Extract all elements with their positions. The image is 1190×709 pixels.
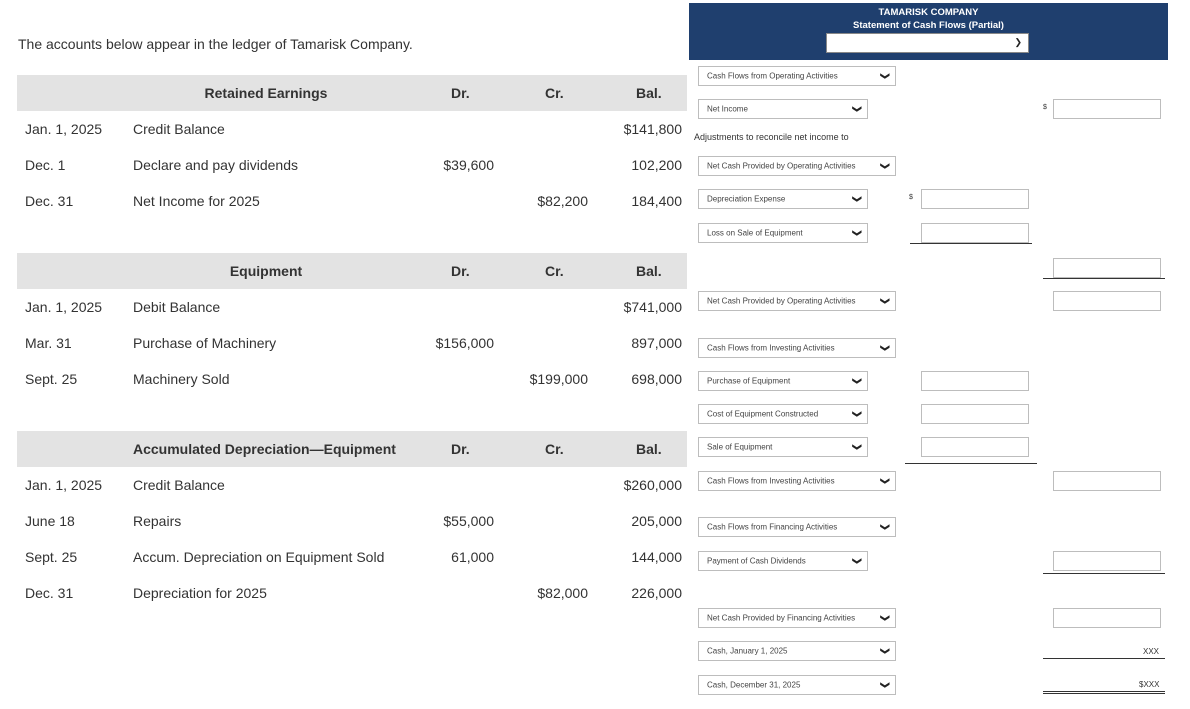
row-bal: $260,000 (623, 477, 682, 493)
chevron-down-icon: ❯ (880, 72, 891, 80)
retained-earnings-ledger (17, 75, 687, 219)
row-date: Jan. 1, 2025 (25, 121, 103, 137)
ncpf-select[interactable] (698, 608, 896, 628)
row-desc: Repairs (133, 513, 182, 529)
row-desc: Declare and pay dividends (133, 157, 298, 173)
chevron-down-icon: ❯ (880, 162, 891, 170)
row-desc: Net Income for 2025 (133, 193, 260, 209)
select-label: Net Cash Provided by Financing Activities (707, 613, 856, 623)
underline (1043, 278, 1165, 279)
ledger-row (17, 325, 687, 361)
ledger-row (17, 289, 687, 325)
chevron-down-icon: ❯ (852, 443, 863, 451)
row-dr: $55,000 (443, 513, 494, 529)
chevron-down-icon: ❯ (852, 377, 863, 385)
ledger-row (17, 183, 687, 219)
select-label: Purchase of Equipment (707, 376, 791, 386)
row-bal: 205,000 (631, 513, 682, 529)
select-label: Loss on Sale of Equipment (707, 228, 803, 238)
row-desc: Credit Balance (133, 477, 225, 493)
select-label: Cash Flows from Investing Activities (707, 343, 835, 353)
ledger-title: Equipment (229, 263, 303, 279)
cost-constructed-amount-input[interactable] (921, 404, 1029, 424)
purchase-equipment-amount-input[interactable] (921, 371, 1029, 391)
row-desc: Accum. Depreciation on Equipment Sold (133, 549, 385, 565)
dollar-sign: $ (909, 194, 913, 201)
double-underline-top (1043, 691, 1165, 692)
cr-header: Cr. (545, 441, 564, 457)
cfo-heading-select[interactable] (698, 66, 896, 86)
select-label: Net Income (707, 104, 748, 114)
accumulated-depreciation-ledger (17, 431, 687, 611)
cash-dec-select[interactable] (698, 675, 896, 695)
loss-sale-select[interactable] (698, 223, 868, 243)
ledger-row (17, 111, 687, 147)
ledger-header (17, 253, 687, 289)
row-date: Dec. 31 (25, 193, 74, 209)
cfi-heading-select[interactable] (698, 338, 896, 358)
underline (1043, 573, 1165, 574)
ledger-title: Retained Earnings (204, 85, 328, 101)
row-cr: $82,000 (537, 585, 588, 601)
chevron-down-icon: ❯ (852, 229, 863, 237)
chevron-down-icon: ❯ (880, 523, 891, 531)
intro-text: The accounts below appear in the ledger of Tamarisk Company. (18, 36, 413, 52)
ledger-title: Accumulated Depreciation—Equipment (133, 441, 396, 457)
select-label: Payment of Cash Dividends (707, 556, 806, 566)
row-desc: Purchase of Machinery (133, 335, 277, 351)
depreciation-select[interactable] (698, 189, 868, 209)
row-bal: $741,000 (623, 299, 682, 315)
row-bal: $141,800 (623, 121, 682, 137)
row-dr: $39,600 (443, 157, 494, 173)
chevron-down-icon: ❯ (880, 681, 891, 689)
ledger-row (17, 467, 687, 503)
underline (1043, 658, 1165, 659)
underline (905, 463, 1037, 464)
cr-header: Cr. (545, 263, 564, 279)
chevron-down-icon: ❯ (880, 647, 891, 655)
cost-constructed-select[interactable] (698, 404, 868, 424)
row-date: Dec. 31 (25, 585, 74, 601)
row-date: Mar. 31 (25, 335, 72, 351)
select-label: Cash Flows from Financing Activities (707, 522, 838, 532)
loss-sale-amount-input[interactable] (921, 223, 1029, 243)
payment-dividends-select[interactable] (698, 551, 868, 571)
row-date: Jan. 1, 2025 (25, 477, 103, 493)
select-label: Cash, December 31, 2025 (707, 680, 801, 690)
net-income-select[interactable] (698, 99, 868, 119)
row-date: Sept. 25 (25, 371, 78, 387)
select-label: Depreciation Expense (707, 194, 786, 204)
bal-header: Bal. (636, 85, 662, 101)
ledger-row (17, 503, 687, 539)
sale-equipment-select[interactable] (698, 437, 868, 457)
dr-header: Dr. (451, 441, 470, 457)
row-bal: 144,000 (631, 549, 682, 565)
chevron-down-icon: ❯ (880, 614, 891, 622)
row-dr: 61,000 (451, 549, 494, 565)
dollar-xxx-placeholder: $XXX (1139, 680, 1160, 689)
row-date: Sept. 25 (25, 549, 78, 565)
row-cr: $199,000 (529, 371, 588, 387)
dr-header: Dr. (451, 85, 470, 101)
dollar-sign: $ (1043, 104, 1047, 111)
select-label: Net Cash Provided by Operating Activities (707, 296, 856, 306)
row-dr: $156,000 (435, 335, 494, 351)
ncpf-amount-input[interactable] (1053, 608, 1161, 628)
ledger-header (17, 75, 687, 111)
chevron-down-icon: ❯ (880, 477, 891, 485)
ncpo-amount-input[interactable] (1053, 291, 1161, 311)
select-label: Cash Flows from Operating Activities (707, 71, 838, 81)
underline (910, 243, 1032, 244)
statement-header (689, 3, 1168, 60)
xxx-placeholder: XXX (1143, 647, 1160, 656)
row-bal: 102,200 (631, 157, 682, 173)
row-bal: 698,000 (631, 371, 682, 387)
company-name: TAMARISK COMPANY (878, 7, 979, 18)
adjustments-total-input[interactable] (1053, 258, 1161, 278)
adjustments-line-select[interactable] (698, 156, 896, 176)
ledger-row (17, 575, 687, 611)
row-desc: Debit Balance (133, 299, 221, 315)
cfi-total-select[interactable] (698, 471, 896, 491)
row-bal: 184,400 (631, 193, 682, 209)
chevron-down-icon: ❯ (852, 557, 863, 565)
chevron-down-icon: ❯ (852, 195, 863, 203)
adjustments-text: Adjustments to reconcile net income to (694, 132, 849, 142)
row-cr: $82,200 (537, 193, 588, 209)
payment-dividends-amount-input[interactable] (1053, 551, 1161, 571)
cff-heading-select[interactable] (698, 517, 896, 537)
cr-header: Cr. (545, 85, 564, 101)
cash-jan-select[interactable] (698, 641, 896, 661)
row-desc: Machinery Sold (133, 371, 230, 387)
period-select[interactable] (826, 33, 1029, 53)
select-label: Cash Flows from Investing Activities (707, 476, 835, 486)
statement-title: Statement of Cash Flows (Partial) (853, 20, 1004, 31)
dr-header: Dr. (451, 263, 470, 279)
cfi-total-amount-input[interactable] (1053, 471, 1161, 491)
purchase-equipment-select[interactable] (698, 371, 868, 391)
select-label: Net Cash Provided by Operating Activities (707, 161, 856, 171)
ledger-row (17, 361, 687, 397)
chevron-down-icon: ❯ (880, 297, 891, 305)
double-underline-bottom (1043, 693, 1165, 694)
ncpo-select[interactable] (698, 291, 896, 311)
chevron-down-icon: ❯ (852, 105, 863, 113)
ledger-header (17, 431, 687, 467)
chevron-down-icon: ❯ (852, 410, 863, 418)
select-label: Cost of Equipment Constructed (707, 409, 819, 419)
select-label: Cash, January 1, 2025 (707, 646, 788, 656)
chevron-down-icon: ❯ (1014, 36, 1022, 47)
net-income-amount-input[interactable] (1053, 99, 1161, 119)
ledger-row (17, 539, 687, 575)
row-date: Jan. 1, 2025 (25, 299, 103, 315)
equipment-ledger (17, 253, 687, 397)
row-bal: 226,000 (631, 585, 682, 601)
ledger-row (17, 147, 687, 183)
row-date: June 18 (25, 513, 75, 529)
sale-equipment-amount-input[interactable] (921, 437, 1029, 457)
chevron-down-icon: ❯ (880, 344, 891, 352)
bal-header: Bal. (636, 441, 662, 457)
row-date: Dec. 1 (25, 157, 66, 173)
select-label: Sale of Equipment (707, 442, 773, 452)
bal-header: Bal. (636, 263, 662, 279)
row-desc: Credit Balance (133, 121, 225, 137)
row-bal: 897,000 (631, 335, 682, 351)
row-desc: Depreciation for 2025 (133, 585, 267, 601)
depreciation-amount-input[interactable] (921, 189, 1029, 209)
